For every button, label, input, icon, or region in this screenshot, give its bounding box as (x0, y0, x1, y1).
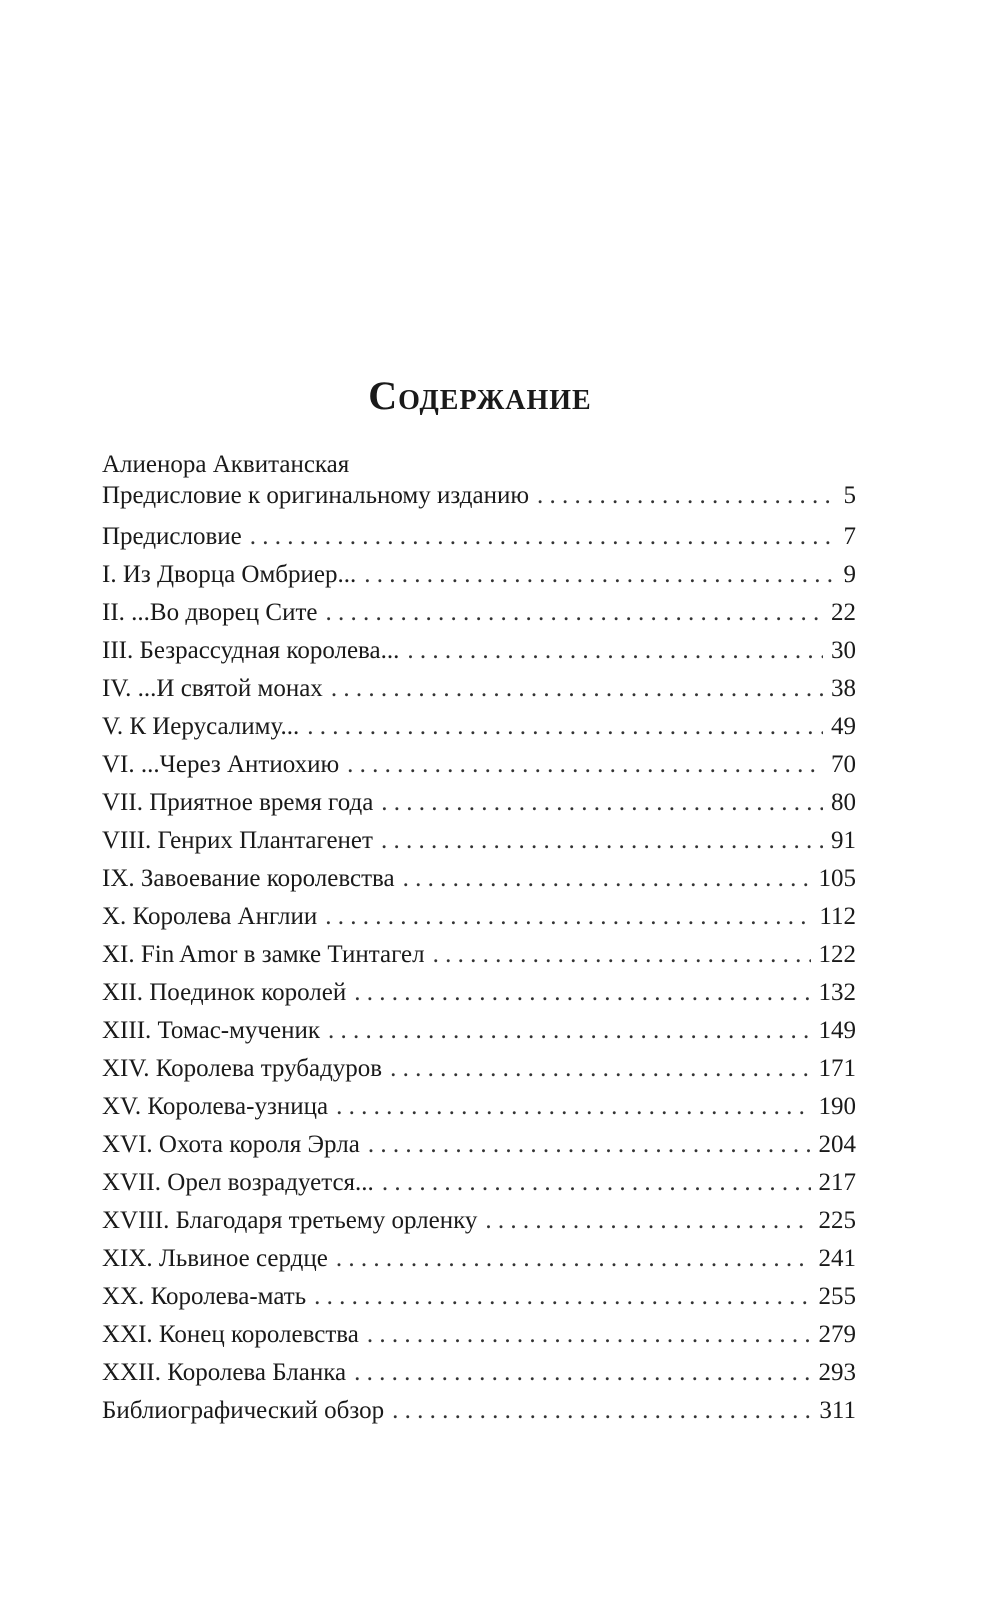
dot-leader (325, 898, 811, 936)
toc-entry[interactable] (102, 556, 856, 594)
toc-entry-page-number: 149 (818, 1017, 856, 1044)
dot-leader (328, 1012, 810, 1050)
toc-entry-title: Библиографический обзор (102, 1397, 385, 1424)
toc-entry-page-number: 122 (818, 941, 856, 968)
toc-entry-page-number: 49 (831, 713, 856, 740)
toc-entry[interactable] (102, 746, 856, 784)
toc-entry-title: XIII. Томас-мученик (102, 1017, 321, 1044)
toc-entry[interactable] (102, 1126, 856, 1164)
toc-entries (102, 480, 856, 1430)
toc-entry-page-number: 225 (818, 1207, 856, 1234)
toc-entry[interactable] (102, 860, 856, 898)
page-title: Содержание (368, 373, 592, 418)
dot-leader (390, 1050, 810, 1088)
toc-entry-title: V. К Иерусалиму... (102, 713, 300, 740)
toc-entry-title: XV. Королева-узница (102, 1093, 329, 1120)
toc-entry[interactable] (102, 1164, 856, 1202)
toc-entry-page-number: 38 (831, 675, 856, 702)
toc-entry-page-number: 70 (831, 751, 856, 778)
toc-entry-title: I. Из Дворца Омбриер... (102, 561, 357, 588)
dot-leader (336, 1088, 810, 1126)
toc-entry[interactable] (102, 1012, 856, 1050)
dot-leader (537, 480, 835, 512)
toc-entry-title: XIV. Королева трубадуров (102, 1055, 383, 1082)
dot-leader (307, 708, 823, 746)
toc-entry[interactable] (102, 822, 856, 860)
toc-entry-page-number: 311 (819, 1397, 856, 1424)
dot-leader (314, 1278, 810, 1316)
toc-entry[interactable] (102, 708, 856, 746)
toc-entry[interactable] (102, 898, 856, 936)
dot-leader (433, 936, 811, 974)
toc-entry-page-number: 91 (831, 827, 856, 854)
toc-entry[interactable] (102, 1392, 856, 1430)
toc-entry-title: XVII. Орел возрадуется... (102, 1169, 374, 1196)
dot-leader (367, 1316, 811, 1354)
toc-entry-page-number: 279 (818, 1321, 856, 1348)
toc-entry[interactable] (102, 670, 856, 708)
dot-leader (381, 784, 823, 822)
toc-entry[interactable] (102, 974, 856, 1012)
toc-entry-page-number: 5 (843, 482, 856, 509)
toc-entry-title: XXI. Конец королевства (102, 1321, 359, 1348)
dot-leader (403, 860, 811, 898)
toc-entry-title: IV. ...И святой монах (102, 675, 323, 702)
toc-entry-title: II. ...Во дворец Сите (102, 599, 318, 626)
toc-entry[interactable] (102, 1050, 856, 1088)
toc-entry-page-number: 171 (818, 1055, 856, 1082)
toc-entry-title: VIII. Генрих Плантагенет (102, 827, 373, 854)
dot-leader (354, 1354, 810, 1392)
toc-entry-page-number: 217 (818, 1169, 856, 1196)
toc-entry[interactable] (102, 480, 856, 512)
toc-entry-page-number: 293 (818, 1359, 856, 1386)
dot-leader (382, 1164, 811, 1202)
dot-leader (364, 556, 835, 594)
dot-leader (368, 1126, 811, 1164)
toc-entry-title: IX. Завоевание королевства (102, 865, 395, 892)
toc-entry-title: XIX. Львиное сердце (102, 1245, 328, 1272)
toc-subtitle: Алиенора Аквитанская (102, 451, 350, 478)
dot-leader (250, 518, 836, 556)
dot-leader (347, 746, 823, 784)
toc-entry[interactable] (102, 784, 856, 822)
toc-entry-title: XII. Поединок королей (102, 979, 347, 1006)
toc-entry-title: VI. ...Через Антиохию (102, 751, 340, 778)
toc-entry[interactable] (102, 1202, 856, 1240)
dot-leader (331, 670, 823, 708)
toc-entry-title: X. Королева Англии (102, 903, 318, 930)
toc-entry-title: XXII. Королева Бланка (102, 1359, 347, 1386)
toc-entry-title: VII. Приятное время года (102, 789, 374, 816)
toc-entry[interactable] (102, 1278, 856, 1316)
toc-entry-title: XVI. Охота короля Эрла (102, 1131, 360, 1158)
toc-entry[interactable] (102, 632, 856, 670)
toc-entry[interactable] (102, 594, 856, 632)
dot-leader (407, 632, 823, 670)
dot-leader (381, 822, 823, 860)
dot-leader (354, 974, 810, 1012)
toc-entry-page-number: 22 (831, 599, 856, 626)
dot-leader (336, 1240, 811, 1278)
toc-entry-page-number: 190 (818, 1093, 856, 1120)
toc-entry-page-number: 7 (843, 523, 856, 550)
toc-entry[interactable] (102, 1316, 856, 1354)
toc-entry-page-number: 241 (818, 1245, 856, 1272)
toc-entry[interactable] (102, 1354, 856, 1392)
toc-entry-page-number: 9 (843, 561, 856, 588)
toc-entry-title: Предисловие (102, 523, 242, 550)
dot-leader (392, 1392, 811, 1430)
toc-entry-page-number: 80 (831, 789, 856, 816)
toc-entry[interactable] (102, 1240, 856, 1278)
toc-entry[interactable] (102, 936, 856, 974)
toc-entry-page-number: 204 (818, 1131, 856, 1158)
toc-entry-page-number: 105 (818, 865, 856, 892)
dot-leader (325, 594, 823, 632)
toc-entry-title: III. Безрассудная королева... (102, 637, 400, 664)
toc-entry-title: XX. Королева-мать (102, 1283, 307, 1310)
toc-entry-title: Предисловие к оригинальному изданию (102, 482, 530, 509)
toc-entry[interactable] (102, 518, 856, 556)
toc-entry-title: XI. Fin Amor в замке Тинтагел (102, 941, 425, 968)
table-of-contents (102, 450, 856, 1430)
toc-entry-title: XVIII. Благодаря третьему орленку (102, 1207, 478, 1234)
toc-entry-page-number: 255 (818, 1283, 856, 1310)
toc-entry-page-number: 112 (819, 903, 856, 930)
toc-entry[interactable] (102, 1088, 856, 1126)
toc-entry-page-number: 132 (818, 979, 856, 1006)
toc-entry-page-number: 30 (831, 637, 856, 664)
dot-leader (485, 1202, 810, 1240)
